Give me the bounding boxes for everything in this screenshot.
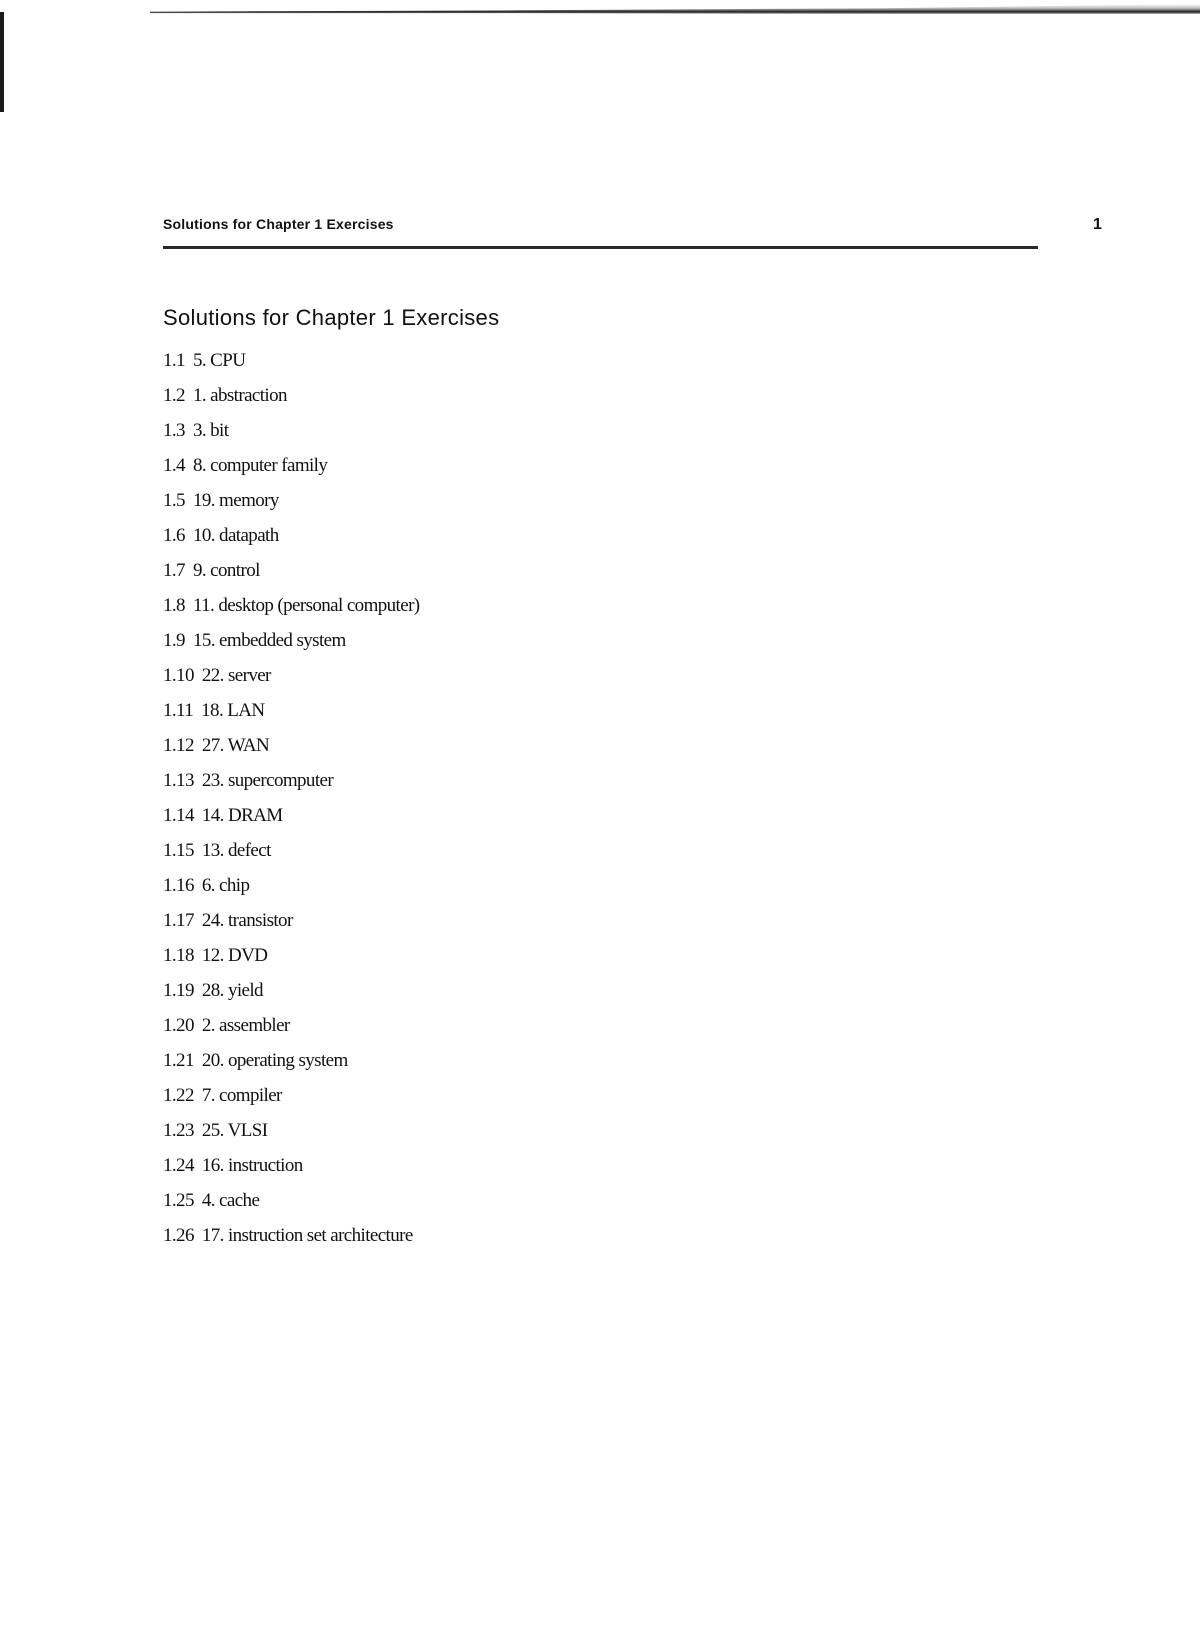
answer-item (163, 1155, 420, 1190)
exercise-number: 1.4 (163, 455, 185, 476)
answer-item (163, 735, 420, 770)
answer-text: 10. datapath (192, 525, 279, 546)
section-title: Solutions for Chapter 1 Exercises (163, 305, 500, 330)
answer-text: 2. assembler (201, 1015, 290, 1036)
exercise-number: 1.19 (163, 980, 194, 1001)
answer-text: 23. supercomputer (201, 770, 334, 791)
exercise-number: 1.18 (163, 945, 194, 966)
answer-text: 17. instruction set architecture (201, 1225, 413, 1246)
answer-item (163, 980, 420, 1015)
answer-list (163, 350, 420, 1260)
exercise-number: 1.22 (163, 1085, 194, 1106)
exercise-number: 1.23 (163, 1120, 194, 1141)
answer-text: 4. cache (201, 1190, 260, 1211)
exercise-number: 1.10 (163, 665, 194, 686)
exercise-number: 1.20 (163, 1015, 194, 1036)
exercise-number: 1.15 (163, 840, 194, 861)
answer-item (163, 1015, 420, 1050)
answer-item (163, 770, 420, 805)
exercise-number: 1.26 (163, 1225, 194, 1246)
answer-text: 11. desktop (personal computer) (192, 595, 420, 616)
exercise-number: 1.24 (163, 1155, 194, 1176)
scan-edge-left (0, 12, 4, 112)
answer-item (163, 1050, 420, 1085)
page-number: 1 (1093, 216, 1102, 233)
answer-item (163, 665, 420, 700)
exercise-number: 1.6 (163, 525, 185, 546)
exercise-number: 1.25 (163, 1190, 194, 1211)
answer-item (163, 910, 420, 945)
answer-item (163, 455, 420, 490)
answer-text: 16. instruction (201, 1155, 303, 1176)
exercise-number: 1.5 (163, 490, 185, 511)
answer-text: 18. LAN (201, 700, 265, 721)
answer-item (163, 1085, 420, 1120)
answer-text: 22. server (201, 665, 271, 686)
answer-text: 1. abstraction (192, 385, 287, 406)
answer-text: 7. compiler (201, 1085, 282, 1106)
exercise-number: 1.13 (163, 770, 194, 791)
answer-item (163, 1225, 420, 1260)
exercise-number: 1.21 (163, 1050, 194, 1071)
answer-text: 8. computer family (192, 455, 328, 476)
answer-text: 19. memory (192, 490, 279, 511)
answer-text: 12. DVD (201, 945, 268, 966)
answer-item (163, 630, 420, 665)
answer-text: 15. embedded system (192, 630, 346, 651)
exercise-number: 1.2 (163, 385, 185, 406)
exercise-number: 1.14 (163, 805, 194, 826)
answer-text: 13. defect (201, 840, 271, 861)
exercise-number: 1.9 (163, 630, 185, 651)
answer-item (163, 525, 420, 560)
exercise-number: 1.11 (163, 700, 194, 721)
answer-text: 20. operating system (201, 1050, 348, 1071)
answer-text: 6. chip (201, 875, 250, 896)
answer-item (163, 1120, 420, 1155)
scan-edge-top (150, 4, 1200, 18)
answer-item (163, 385, 420, 420)
answer-item (163, 805, 420, 840)
answer-text: 14. DRAM (201, 805, 283, 826)
answer-item (163, 875, 420, 910)
exercise-number: 1.7 (163, 560, 185, 581)
running-header: Solutions for Chapter 1 Exercises (163, 216, 394, 232)
answer-text: 28. yield (201, 980, 263, 1001)
exercise-number: 1.3 (163, 420, 185, 441)
answer-item (163, 700, 420, 735)
answer-text: 25. VLSI (201, 1120, 268, 1141)
answer-item (163, 840, 420, 875)
answer-item (163, 350, 420, 385)
answer-item (163, 560, 420, 595)
exercise-number: 1.16 (163, 875, 194, 896)
answer-item (163, 490, 420, 525)
header-rule (163, 246, 1038, 249)
exercise-number: 1.12 (163, 735, 194, 756)
answer-item (163, 420, 420, 455)
answer-item (163, 1190, 420, 1225)
answer-text: 5. CPU (192, 350, 246, 371)
answer-text: 9. control (192, 560, 260, 581)
exercise-number: 1.17 (163, 910, 194, 931)
answer-text: 3. bit (192, 420, 229, 441)
exercise-number: 1.8 (163, 595, 185, 616)
answer-text: 27. WAN (201, 735, 270, 756)
answer-text: 24. transistor (201, 910, 293, 931)
exercise-number: 1.1 (163, 350, 185, 371)
answer-item (163, 945, 420, 980)
answer-item (163, 595, 420, 630)
